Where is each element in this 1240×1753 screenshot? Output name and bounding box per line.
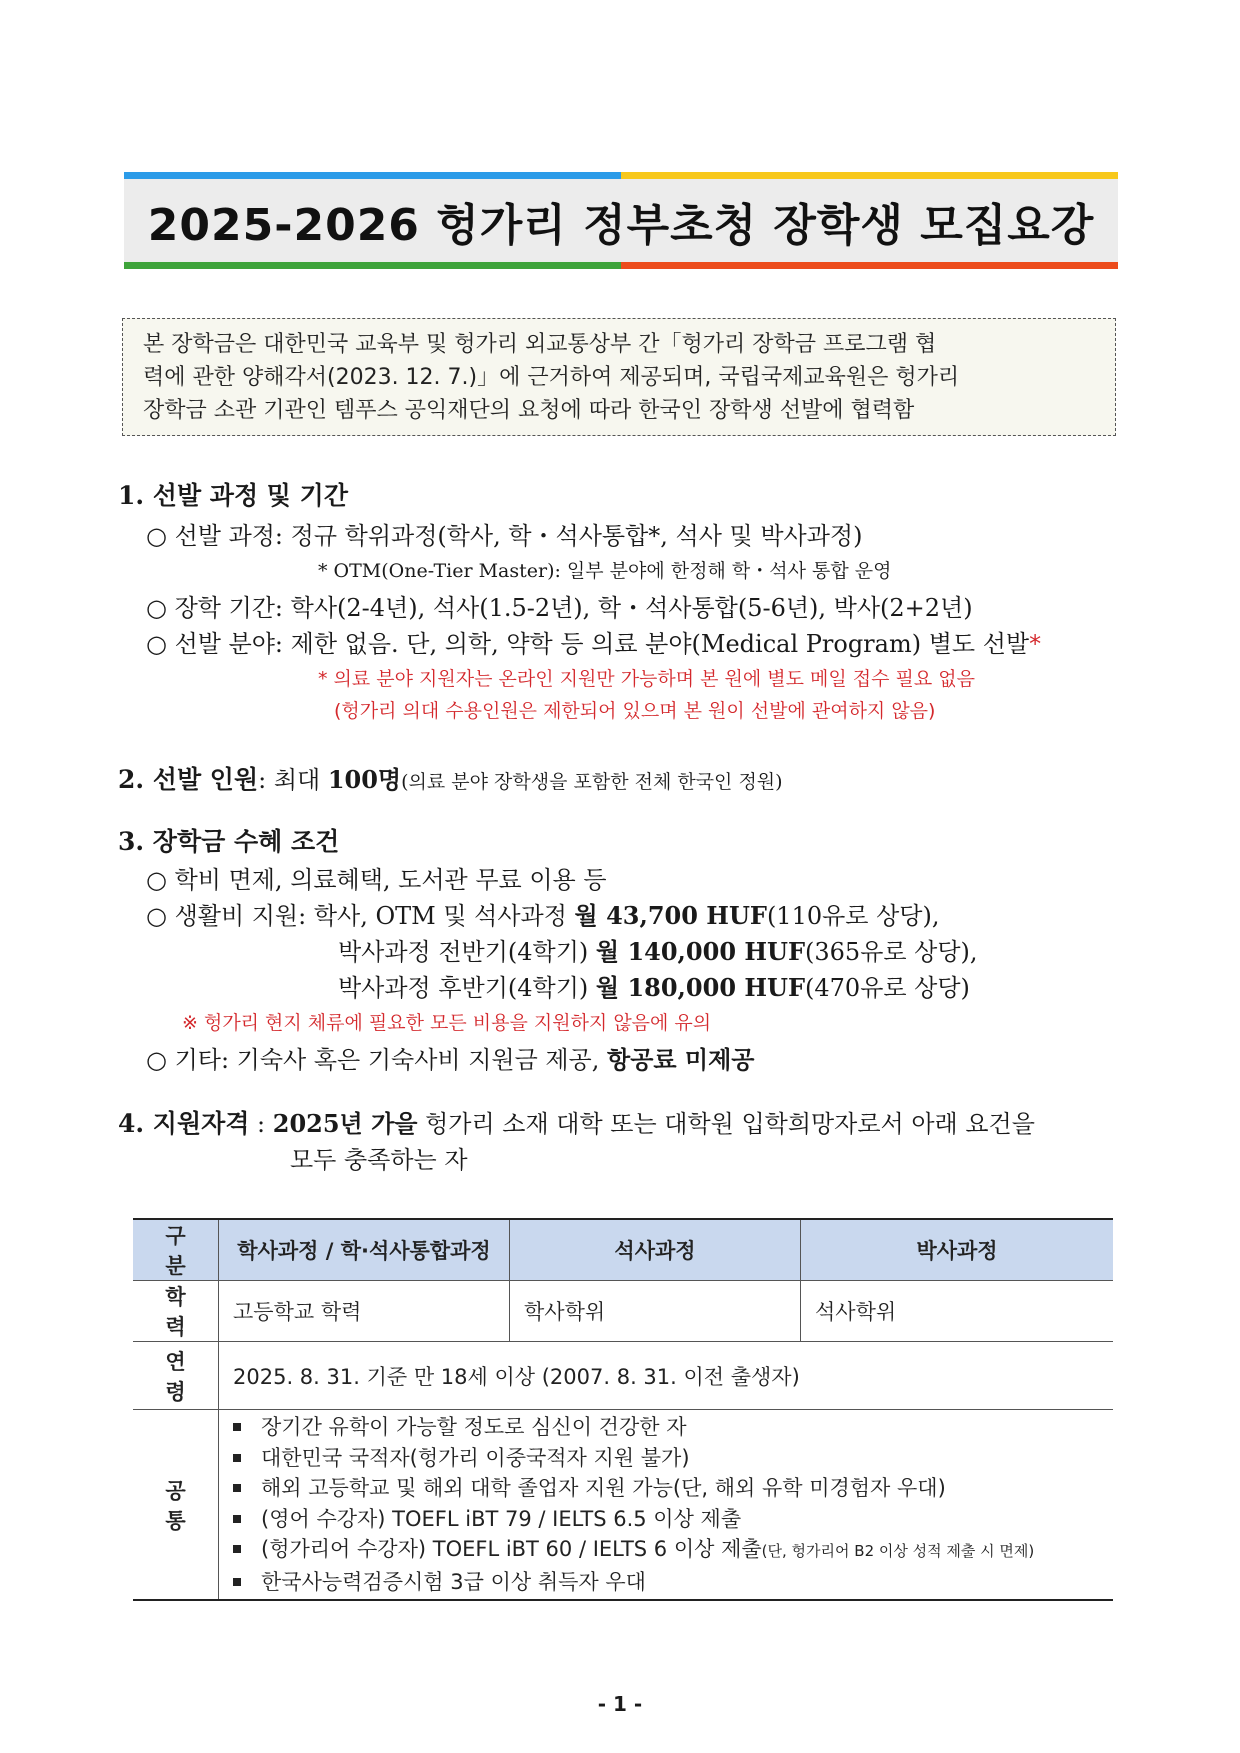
age-requirement: 2025. 8. 31. 기준 만 18세 이상 (2007. 8. 31. 이전 출생자) — [219, 1342, 1114, 1410]
title-bar-top-left — [124, 172, 621, 179]
medical-note-1: * 의료 분야 지원자는 온라인 지원만 가능하며 본 원에 별도 메일 접수 필요 없음 — [318, 668, 975, 690]
no-airfare: 항공료 미제공 — [607, 1045, 755, 1074]
section-2-heading: 2. 선발 인원 — [118, 765, 259, 794]
title-bar-bottom-left — [124, 262, 621, 269]
selection-field-mark: * — [1029, 630, 1042, 658]
selection-field-text: ○ 선발 분야: 제한 없음. 단, 의학, 약학 등 의료 분야(Medical Program) 별도 선발 — [146, 630, 1030, 658]
benefits: ○ 학비 면제, 의료혜택, 도서관 무료 이용 등 — [146, 866, 607, 894]
list-item — [229, 1534, 1099, 1567]
intro-line-2: 력에 관한 양해각서(2023. 12. 7.)」에 근거하여 제공되며, 국립국제교육원은 헝가리 — [143, 365, 960, 390]
otm-note: * OTM(One-Tier Master): 일부 분야에 한정해 학・석사 통합 운영 — [318, 560, 892, 582]
common-list — [229, 1410, 1099, 1599]
education-row — [133, 1281, 1113, 1342]
education-doctoral: 석사학위 — [801, 1281, 1114, 1342]
list-item: 해외 고등학교 및 해외 대학 졸업자 지원 가능(단, 해외 유학 미경험자 우대) — [229, 1473, 1099, 1504]
application-term: 2025년 가을 — [272, 1109, 418, 1138]
age-label: 연 령 — [133, 1342, 219, 1410]
page-number: - 1 - — [597, 1692, 643, 1716]
stipend-2-amount: 월 140,000 HUF — [595, 937, 806, 966]
document-title: 2025-2026 헝가리 정부초청 장학생 모집요강 — [147, 199, 1095, 251]
table-header-row — [133, 1219, 1113, 1281]
header-doctoral: 박사과정 — [801, 1219, 1114, 1281]
stipend-line-2 — [338, 932, 978, 967]
intro-line-1: 본 장학금은 대한민국 교육부 및 헝가리 외교통상부 간「헝가리 장학금 프로그램 협 — [143, 332, 937, 357]
medical-note-2: (헝가리 의대 수용인원은 제한되어 있으며 본 원이 선발에 관여하지 않음) — [334, 700, 936, 722]
hungarian-exemption-note: (단, 헝가리어 B2 이상 성적 제출 시 면제) — [761, 1542, 1035, 1560]
selection-count-note: (의료 분야 장학생을 포함한 전체 한국인 정원) — [401, 771, 783, 793]
header-category: 구 분 — [133, 1219, 219, 1281]
stipend-3-note: (470유로 상당) — [805, 974, 970, 1002]
selection-count: 100명 — [327, 765, 402, 794]
stipend-label: ○ 생활비 지원: 학사, OTM 및 석사과정 — [146, 902, 575, 930]
education-label: 학 력 — [133, 1281, 219, 1342]
header-master: 석사과정 — [510, 1219, 801, 1281]
section-1-heading: 1. 선발 과정 및 기간 — [118, 481, 348, 510]
stipend-3-amount: 월 180,000 HUF — [595, 973, 806, 1002]
section-4-colon: : — [249, 1110, 273, 1138]
section-4-text-2: 모두 충족하는 자 — [290, 1146, 468, 1174]
title-bar-bottom-right — [621, 262, 1118, 269]
intro-line-3: 장학금 소관 기관인 템푸스 공익재단의 요청에 따라 한국인 장학생 선발에 협력함 — [143, 398, 915, 423]
education-bachelor: 고등학교 학력 — [219, 1281, 510, 1342]
age-row — [133, 1342, 1113, 1410]
list-item: 대한민국 국적자(헝가리 이중국적자 지원 불가) — [229, 1443, 1099, 1474]
requirements-table — [133, 1218, 1113, 1601]
stipend-2-note: (365유로 상당), — [805, 938, 978, 966]
section-3-heading: 3. 장학금 수혜 조건 — [118, 827, 340, 856]
common-row — [133, 1410, 1113, 1601]
section-4-line-1 — [118, 1104, 1035, 1140]
other-label: ○ 기타: 기숙사 혹은 기숙사비 지원금 제공, — [146, 1046, 608, 1074]
stipend-line-1 — [146, 896, 939, 931]
section-2-line — [118, 760, 783, 796]
section-4-heading: 4. 지원자격 — [118, 1109, 250, 1138]
selection-field — [146, 624, 1041, 659]
stipend-2-label: 박사과정 전반기(4학기) — [338, 938, 596, 966]
common-requirements — [219, 1410, 1114, 1601]
scholarship-period: ○ 장학 기간: 학사(2-4년), 석사(1.5-2년), 학・석사통합(5-6년), 박사(2+2년) — [146, 594, 973, 622]
selection-course: ○ 선발 과정: 정규 학위과정(학사, 학・석사통합*, 석사 및 박사과정) — [146, 522, 863, 550]
intro-box — [122, 318, 1116, 436]
other-benefits — [146, 1040, 754, 1075]
header-bachelor: 학사과정 / 학·석사통합과정 — [219, 1219, 510, 1281]
title-bar-top-right — [621, 172, 1118, 179]
stipend-line-3 — [338, 968, 970, 1003]
section-4-text-1: 헝가리 소재 대학 또는 대학원 입학희망자로서 아래 요건을 — [417, 1110, 1035, 1138]
common-label: 공 통 — [133, 1410, 219, 1601]
stipend-1-note: (110유로 상당), — [766, 902, 940, 930]
stipend-1-amount: 월 43,700 HUF — [574, 901, 767, 930]
cost-warning: ※ 헝가리 현지 체류에 필요한 모든 비용을 지원하지 않음에 유의 — [182, 1012, 712, 1034]
list-item: (영어 수강자) TOEFL iBT 79 / IELTS 6.5 이상 제출 — [229, 1504, 1099, 1535]
stipend-3-label: 박사과정 후반기(4학기) — [338, 974, 596, 1002]
section-2-colon: : 최대 — [258, 766, 328, 794]
list-item-text: (헝가리어 수강자) TOEFL iBT 60 / IELTS 6 이상 제출 — [261, 1537, 762, 1561]
list-item: 한국사능력검증시험 3급 이상 취득자 우대 — [229, 1567, 1099, 1598]
education-master: 학사학위 — [510, 1281, 801, 1342]
list-item: 장기간 유학이 가능할 정도로 심신이 건강한 자 — [229, 1412, 1099, 1443]
